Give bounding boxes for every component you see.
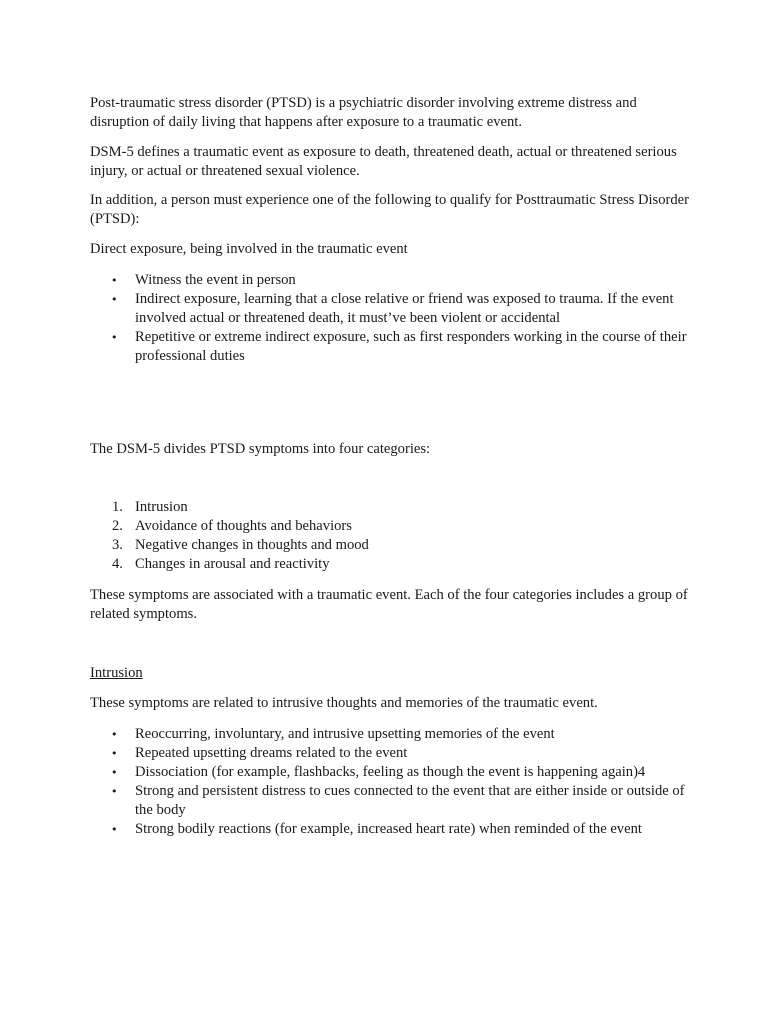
list-item-text: Indirect exposure, learning that a close relative or friend was exposed to trauma. If the event involved actual or threatened death, it must’ve been violent or accidental: [135, 291, 674, 326]
list-item: [90, 517, 690, 536]
list-item: [90, 782, 690, 820]
categories-numbered-list: [90, 498, 690, 574]
list-item-text: Dissociation (for example, flashbacks, feeling as though the event is happening again)4: [135, 764, 646, 780]
intro-paragraph-4: Direct exposure, being involved in the traumatic event: [90, 241, 408, 257]
list-item: [90, 536, 690, 555]
list-number: 1.: [112, 499, 123, 515]
list-item-text: Avoidance of thoughts and behaviors: [135, 518, 352, 534]
list-item-text: Strong and persistent distress to cues connected to the event that are either inside or outside of the body: [135, 783, 685, 818]
list-number: 3.: [112, 537, 123, 553]
bullet-glyph: •: [111, 785, 118, 798]
section-heading-intrusion: Intrusion: [90, 665, 143, 681]
list-item: [90, 763, 690, 782]
intrusion-bullet-list: [90, 725, 690, 839]
categories-intro: The DSM-5 divides PTSD symptoms into four categories:: [90, 441, 431, 457]
list-item-text: Negative changes in thoughts and mood: [135, 537, 369, 553]
bullet-glyph: •: [111, 274, 118, 287]
list-number: 2.: [112, 518, 123, 534]
bullet-glyph: •: [111, 747, 118, 760]
list-number: 4.: [112, 556, 123, 572]
bullet-glyph: •: [111, 331, 118, 344]
bullet-glyph: •: [111, 823, 118, 836]
list-item: [90, 290, 690, 328]
list-item: [90, 725, 690, 744]
intrusion-description: These symptoms are related to intrusive thoughts and memories of the traumatic event.: [90, 695, 598, 711]
list-item: [90, 820, 690, 839]
bullet-glyph: •: [111, 728, 118, 741]
list-item-text: Changes in arousal and reactivity: [135, 556, 330, 572]
bullet-glyph: •: [111, 766, 118, 779]
list-item: [90, 271, 690, 290]
intro-paragraph-3: In addition, a person must experience one of the following to qualify for Posttraumatic Stress Disorder (PTSD):: [90, 192, 690, 227]
list-item-text: Repeated upsetting dreams related to the event: [135, 745, 408, 761]
exposure-bullet-list: [90, 271, 690, 366]
intro-paragraph-1: Post-traumatic stress disorder (PTSD) is a psychiatric disorder involving extreme distress and disruption of daily living that happens after exposure to a traumatic event.: [90, 95, 637, 130]
intro-paragraph-2: DSM-5 defines a traumatic event as exposure to death, threatened death, actual or threatened serious injury, or actual or threatened sexual violence.: [90, 144, 677, 179]
list-item-text: Intrusion: [135, 499, 188, 515]
list-item-text: Repetitive or extreme indirect exposure, such as first responders working in the course of their professional duties: [135, 329, 687, 364]
list-item: [90, 498, 690, 517]
list-item: [90, 328, 690, 366]
list-item-text: Strong bodily reactions (for example, increased heart rate) when reminded of the event: [135, 821, 642, 837]
bullet-glyph: •: [111, 293, 118, 306]
list-item: [90, 555, 690, 574]
list-item: [90, 744, 690, 763]
categories-summary: These symptoms are associated with a traumatic event. Each of the four categories includes a group of related symptoms.: [90, 587, 688, 622]
list-item-text: Witness the event in person: [135, 272, 296, 288]
list-item-text: Reoccurring, involuntary, and intrusive upsetting memories of the event: [135, 726, 555, 742]
